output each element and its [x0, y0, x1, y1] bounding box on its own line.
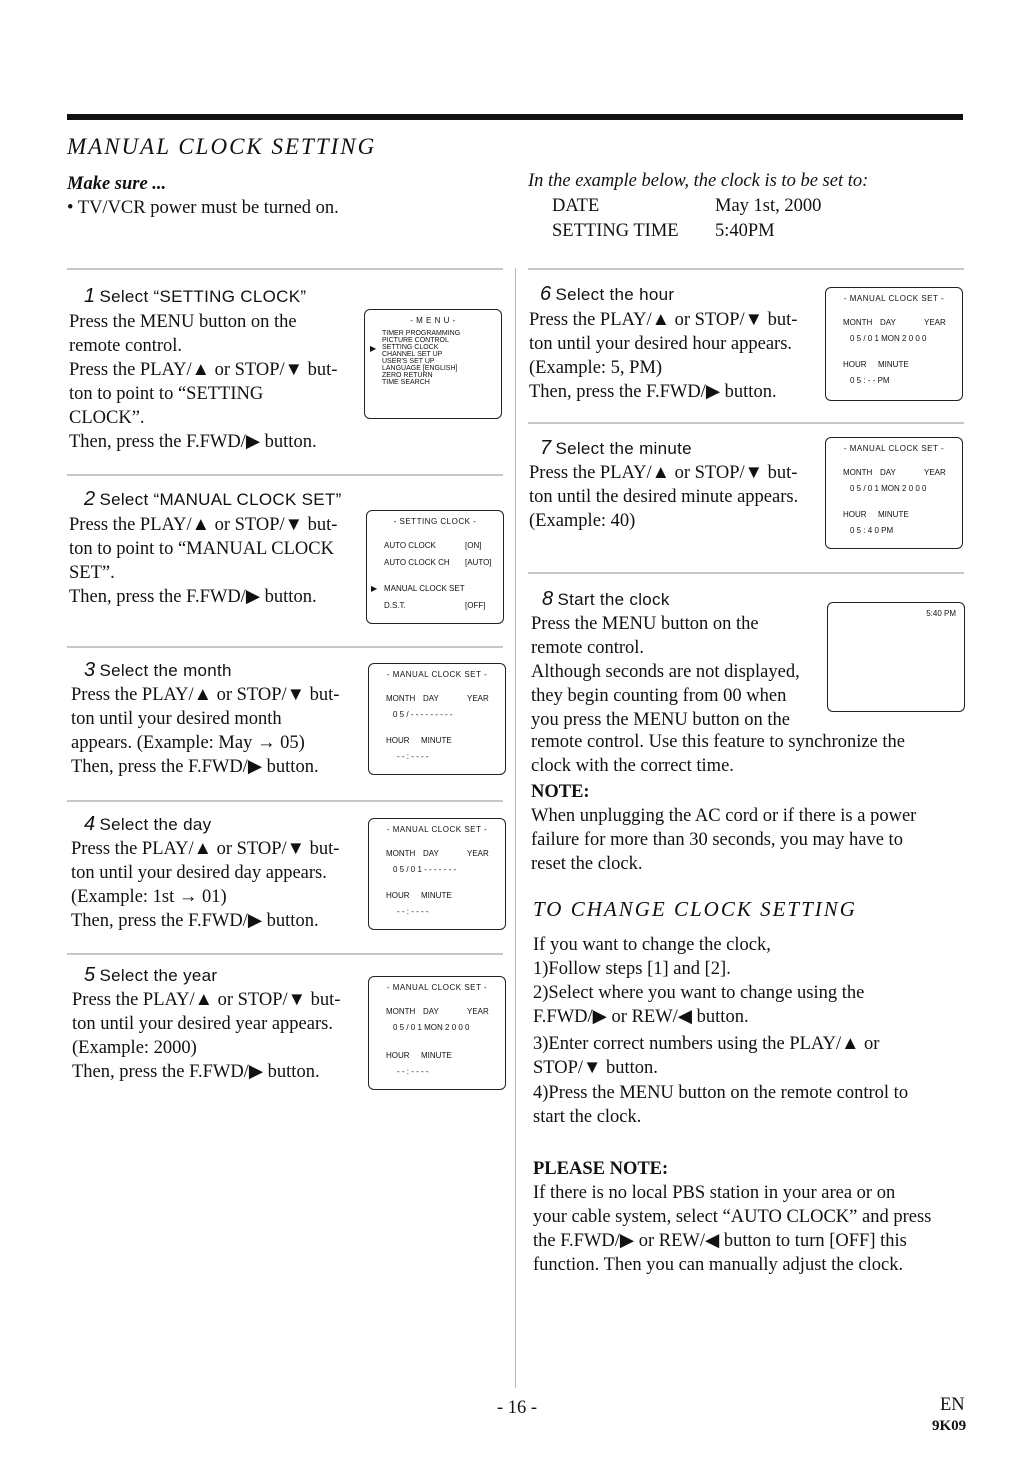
clock-running-screen: [827, 602, 965, 712]
change-title: TO CHANGE CLOCK SETTING: [533, 897, 857, 921]
manual-clock-screen-day: [368, 818, 506, 930]
step-2-title: [84, 488, 342, 511]
step-3-body: Press the PLAY/▲ or STOP/▼ but- ton until your desired month appears. (Example: May → 05) Then, press the F.FWD/▶ button.: [71, 685, 340, 777]
step-number: 6: [540, 283, 552, 305]
date-readout: 0 5 / 0 1 MON 2 0 0 0: [850, 484, 927, 493]
step-title-text: Select the month: [99, 661, 232, 680]
manual-clock-screen-minute: [825, 437, 963, 549]
divider: [528, 422, 964, 424]
step-6-body: Press the PLAY/▲ or STOP/▼ but- ton until your desired hour appears. (Example: 5, PM) Then, press the F.FWD/▶ button.: [529, 310, 798, 402]
divider: [67, 953, 503, 955]
clock-readout: 5:40 PM: [926, 609, 956, 618]
month-label: MONTH: [843, 318, 873, 327]
manual-clock-screen-hour: [825, 287, 963, 401]
pointer-icon: ▶: [370, 344, 377, 353]
step-8-body: Press the MENU button on the remote control. Although seconds are not displayed, they begin counting from 00 when you press the MENU button on the: [531, 614, 800, 730]
hour-label: HOUR: [386, 1051, 410, 1060]
top-rule: [67, 114, 963, 120]
time-readout: 0 5 : 4 0 PM: [850, 526, 894, 535]
auto-clock-ch-value: [AUTO]: [465, 558, 492, 567]
step-2-body: Press the PLAY/▲ or STOP/▼ but- ton to point to “MANUAL CLOCK SET”. Then, press the F.FWD/▶ button.: [69, 515, 338, 607]
minute-label: MINUTE: [421, 736, 452, 745]
divider: [528, 572, 964, 574]
step-number: 8: [542, 588, 554, 610]
screen-header: - MANUAL CLOCK SET -: [843, 294, 945, 303]
step-1-body: Press the MENU button on the remote control. Press the PLAY/▲ or STOP/▼ but- ton to point to “SETTING CLOCK”. Then, press the F.FWD/▶ button.: [69, 312, 338, 452]
step-5-body: Press the PLAY/▲ or STOP/▼ but- ton until your desired year appears. (Example: 2000) Then, press the F.FWD/▶ button.: [72, 990, 341, 1082]
manual-clock-set-label: MANUAL CLOCK SET: [384, 584, 465, 593]
dst-label: D.S.T.: [384, 601, 406, 610]
please-note-heading: PLEASE NOTE:: [533, 1159, 669, 1179]
menu-screen: [364, 309, 502, 419]
change-step-3: 3)Enter correct numbers using the PLAY/▲ or STOP/▼ button.: [533, 1034, 880, 1078]
screen-header: - SETTING CLOCK -: [393, 517, 477, 526]
menu-item: TIME SEARCH: [382, 379, 430, 386]
step-title-text: Select “MANUAL CLOCK SET”: [99, 490, 342, 509]
menu-item: USER'S SET UP: [382, 358, 435, 365]
screen-header: - MANUAL CLOCK SET -: [386, 983, 488, 992]
please-note-body: If there is no local PBS station in your area or on your cable system, select “AUTO CLOCK” and press the F.FWD/▶ or REW/◀ button to turn [OFF] this function. Then you can manually adjust the clock.: [533, 1183, 932, 1275]
change-step-4: 4)Press the MENU button on the remote control to start the clock.: [533, 1083, 909, 1127]
date-readout: 0 5 / 0 1 MON 2 0 0 0: [393, 1023, 470, 1032]
year-label: YEAR: [467, 1007, 489, 1016]
menu-item: SETTING CLOCK: [382, 344, 439, 351]
month-label: MONTH: [386, 849, 416, 858]
step-number: 2: [84, 488, 96, 510]
step-4-title: [84, 813, 211, 836]
step-3-title: [84, 659, 232, 682]
step-5-title: [84, 964, 217, 987]
auto-clock-ch-label: AUTO CLOCK CH: [384, 558, 450, 567]
step-title-text: Select the hour: [555, 285, 675, 304]
step-number: 7: [540, 437, 552, 459]
year-label: YEAR: [467, 694, 489, 703]
time-readout: - - : - - - -: [397, 907, 429, 916]
note-heading: NOTE:: [531, 782, 590, 802]
day-label: DAY: [423, 694, 439, 703]
make-sure-heading: Make sure ...: [67, 174, 167, 194]
menu-list: [382, 330, 460, 386]
step-number: 5: [84, 964, 96, 986]
day-label: DAY: [880, 318, 896, 327]
step-title-text: Select “SETTING CLOCK”: [99, 287, 307, 306]
menu-item: PICTURE CONTROL: [382, 337, 449, 344]
menu-item: LANGUAGE [ENGLISH]: [382, 365, 458, 372]
setting-clock-screen: [366, 510, 504, 624]
month-label: MONTH: [386, 694, 416, 703]
step-6-title: [540, 283, 674, 306]
step-number: 1: [84, 285, 96, 307]
year-label: YEAR: [924, 468, 946, 477]
month-label: MONTH: [843, 468, 873, 477]
time-label: SETTING TIME: [552, 221, 679, 241]
step-title-text: Start the clock: [557, 590, 670, 609]
page-title: MANUAL CLOCK SETTING: [67, 134, 377, 159]
time-readout: - - : - - - -: [397, 1067, 429, 1076]
step-number: 4: [84, 813, 96, 835]
screen-header: - MANUAL CLOCK SET -: [843, 444, 945, 453]
change-step-2: 2)Select where you want to change using the F.FWD/▶ or REW/◀ button.: [533, 983, 865, 1027]
date-label: DATE: [552, 196, 600, 216]
step-title-text: Select the minute: [555, 439, 692, 458]
hour-label: HOUR: [386, 736, 410, 745]
menu-item: TIMER PROGRAMMING: [382, 330, 461, 337]
day-label: DAY: [880, 468, 896, 477]
time-readout: - - : - - - -: [397, 752, 429, 761]
step-title-text: Select the day: [99, 815, 212, 834]
dst-value: [OFF]: [465, 601, 486, 610]
minute-label: MINUTE: [421, 1051, 452, 1060]
make-sure-item: • TV/VCR power must be turned on.: [67, 198, 339, 218]
manual-clock-screen-year: [368, 976, 506, 1090]
divider: [67, 646, 503, 648]
month-label: MONTH: [386, 1007, 416, 1016]
divider: [67, 474, 503, 476]
menu-item: CHANNEL SET UP: [382, 351, 443, 358]
column-divider: [515, 268, 516, 1388]
change-intro: If you want to change the clock,: [533, 935, 771, 955]
step-4-body: Press the PLAY/▲ or STOP/▼ but- ton until your desired day appears. (Example: 1st → 01) Then, press the F.FWD/▶ button.: [71, 839, 340, 931]
step-7-title: [540, 437, 692, 460]
date-value: May 1st, 2000: [715, 196, 822, 216]
language-code: EN: [940, 1395, 965, 1415]
divider: [67, 800, 503, 802]
hour-label: HOUR: [843, 510, 867, 519]
step-8-title: [542, 588, 670, 611]
screen-header: - MANUAL CLOCK SET -: [386, 825, 488, 834]
page-number: - 16 -: [497, 1398, 538, 1418]
time-readout: 0 5 : - - PM: [850, 376, 890, 385]
pointer-icon: ▶: [371, 584, 378, 593]
hour-label: HOUR: [843, 360, 867, 369]
screen-header: - MANUAL CLOCK SET -: [386, 670, 488, 679]
divider: [67, 268, 503, 270]
example-heading: In the example below, the clock is to be set to:: [528, 171, 869, 191]
hour-label: HOUR: [386, 891, 410, 900]
menu-item: ZERO RETURN: [382, 372, 433, 379]
day-label: DAY: [423, 849, 439, 858]
step-title-text: Select the year: [99, 966, 218, 985]
step-number: 3: [84, 659, 96, 681]
minute-label: MINUTE: [421, 891, 452, 900]
date-readout: 0 5 / 0 1 - - - - - - -: [393, 865, 457, 874]
note-body: When unplugging the AC cord or if there is a power failure for more than 30 seconds, you may have to reset the clock.: [531, 806, 917, 874]
date-readout: 0 5 / 0 1 MON 2 0 0 0: [850, 334, 927, 343]
divider: [528, 268, 964, 270]
minute-label: MINUTE: [878, 510, 909, 519]
manual-clock-screen-month: [368, 663, 506, 775]
time-value: 5:40PM: [715, 221, 775, 241]
auto-clock-label: AUTO CLOCK: [384, 541, 436, 550]
screen-header: - M E N U -: [410, 316, 456, 325]
auto-clock-value: [ON]: [465, 541, 482, 550]
document-code: 9K09: [932, 1418, 967, 1434]
date-readout: 0 5 / - - - - - - - - -: [393, 710, 453, 719]
year-label: YEAR: [467, 849, 489, 858]
day-label: DAY: [423, 1007, 439, 1016]
step-7-body: Press the PLAY/▲ or STOP/▼ but- ton until the desired minute appears. (Example: 40): [529, 463, 799, 531]
step-8-body-continued: remote control. Use this feature to synchronize the clock with the correct time.: [531, 732, 905, 776]
minute-label: MINUTE: [878, 360, 909, 369]
change-step-1: 1)Follow steps [1] and [2].: [533, 959, 731, 979]
year-label: YEAR: [924, 318, 946, 327]
step-1-title: [84, 285, 306, 308]
